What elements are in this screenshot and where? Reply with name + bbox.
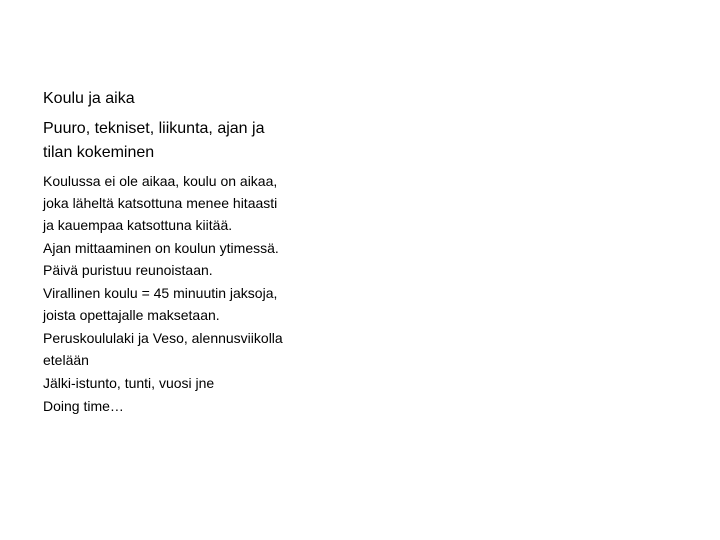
slide-title: Koulu ja aika xyxy=(43,90,135,107)
list-item: Doing time… xyxy=(43,398,124,414)
list-item: Jälki-istunto, tunti, vuosi jne xyxy=(43,375,215,391)
bullet-list xyxy=(43,170,283,418)
slide-subtitle: Puuro, tekniset, liikunta, ajan ja tilan kokeminen xyxy=(43,120,265,161)
list-item: Ajan mittaaminen on koulun ytimessä. Päivä puristuu reunoistaan. xyxy=(43,240,279,278)
list-item: Peruskoululaki ja Veso, alennusviikolla etelään xyxy=(43,330,283,368)
list-item: Virallinen koulu = 45 minuutin jaksoja, joista opettajalle maksetaan. xyxy=(43,285,278,323)
list-item: Koulussa ei ole aikaa, koulu on aikaa, joka läheltä katsottuna menee hitaasti ja kauempaa katsottuna kiitää. xyxy=(43,173,278,233)
